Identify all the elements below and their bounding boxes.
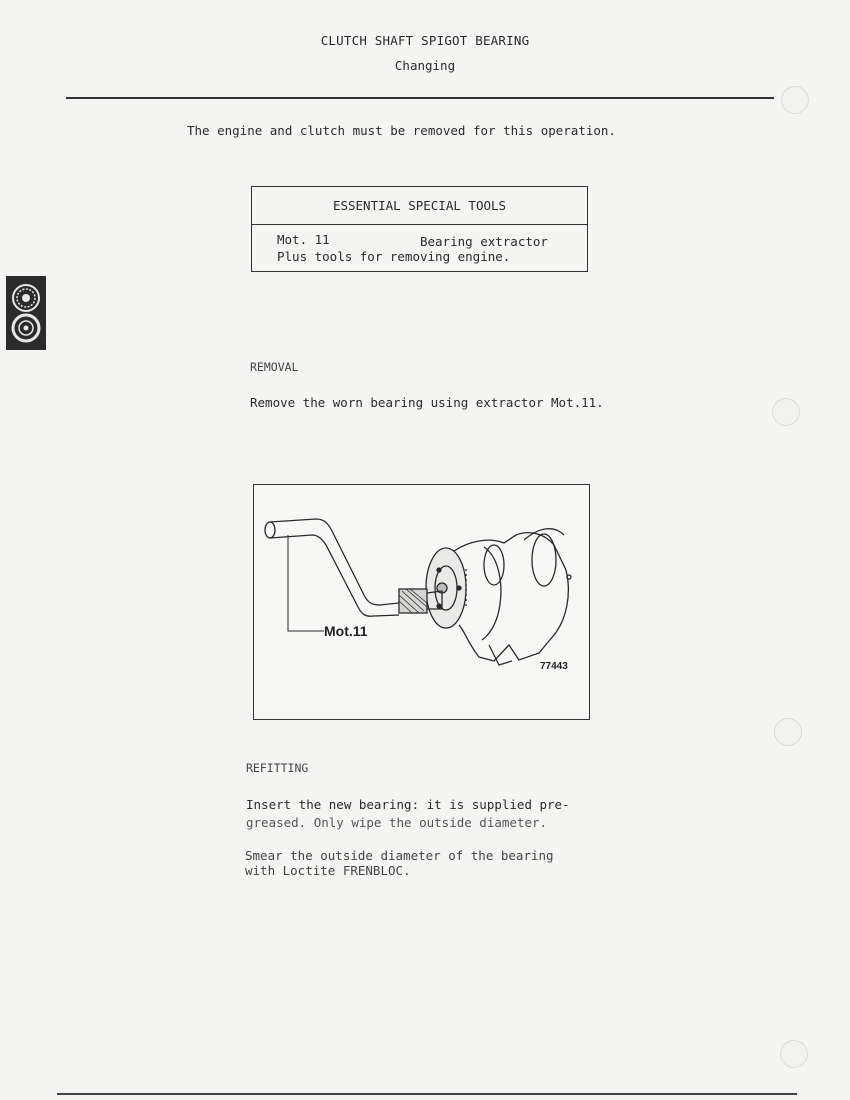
header-rule <box>66 97 774 99</box>
refitting-line-4: with Loctite FRENBLOC. <box>245 863 411 878</box>
removal-text: Remove the worn bearing using extractor Mot.11. <box>250 395 604 410</box>
section-tab <box>6 276 46 350</box>
figure-tool-label: Mot.11 <box>324 623 368 639</box>
refitting-line-3: Smear the outside diameter of the bearing <box>245 848 554 863</box>
refitting-heading: REFITTING <box>246 761 309 775</box>
tyre-icon <box>13 315 39 341</box>
extractor-tool-drawing <box>265 519 442 631</box>
tool-code: Mot. 11 <box>277 232 330 247</box>
binder-hole <box>780 1040 808 1068</box>
intro-text: The engine and clutch must be removed for this operation. <box>187 123 616 138</box>
binder-hole <box>772 398 800 426</box>
extractor-illustration <box>254 485 591 721</box>
special-tools-heading: ESSENTIAL SPECIAL TOOLS <box>252 187 587 225</box>
page-title: CLUTCH SHAFT SPIGOT BEARING <box>320 33 530 48</box>
footer-rule <box>57 1093 797 1095</box>
extractor-figure <box>253 484 590 720</box>
refitting-line-1: Insert the new bearing: it is supplied pre- <box>246 797 570 812</box>
clutch-disc-icon <box>13 285 39 311</box>
refitting-line-2: greased. Only wipe the outside diameter. <box>246 815 548 830</box>
special-tools-table <box>251 186 588 272</box>
removal-heading: REMOVAL <box>250 360 299 374</box>
crankshaft-drawing <box>426 529 571 665</box>
tool-extra: Plus tools for removing engine. <box>277 249 511 264</box>
tool-name: Bearing extractor <box>420 234 548 249</box>
binder-hole <box>774 718 802 746</box>
binder-hole <box>781 86 809 114</box>
page-subtitle: Changing <box>394 58 456 73</box>
figure-number: 77443 <box>540 661 568 672</box>
